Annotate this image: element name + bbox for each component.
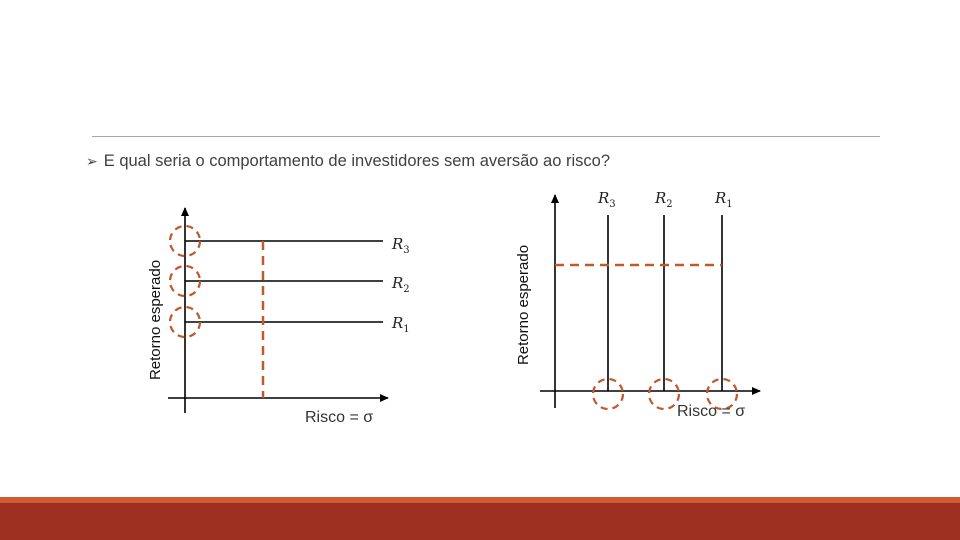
right-diagram xyxy=(515,189,760,420)
right-label-r2: $R_2$ xyxy=(655,189,673,210)
right-x-axis-label: Risco = σ xyxy=(677,403,746,420)
left-label-r1: $R_1$ xyxy=(392,314,410,335)
left-y-axis-label: Retorno esperado xyxy=(147,259,164,381)
left-diagram xyxy=(147,208,410,426)
right-label-r1: $R_1$ xyxy=(715,189,733,210)
footer-accent-strip xyxy=(0,497,960,503)
left-x-axis-label: Risco = σ xyxy=(305,409,374,426)
bullet-text: E qual seria o comportamento de investidores sem aversão ao risco? xyxy=(103,151,610,170)
footer-band xyxy=(0,497,960,540)
left-label-r2: $R_2$ xyxy=(392,274,410,295)
right-y-axis-label: Retorno esperado xyxy=(515,244,532,366)
left-label-r3: $R_3$ xyxy=(392,235,410,256)
arrow-bullet-icon: ➢ xyxy=(86,152,98,169)
right-label-r3: $R_3$ xyxy=(598,189,616,210)
